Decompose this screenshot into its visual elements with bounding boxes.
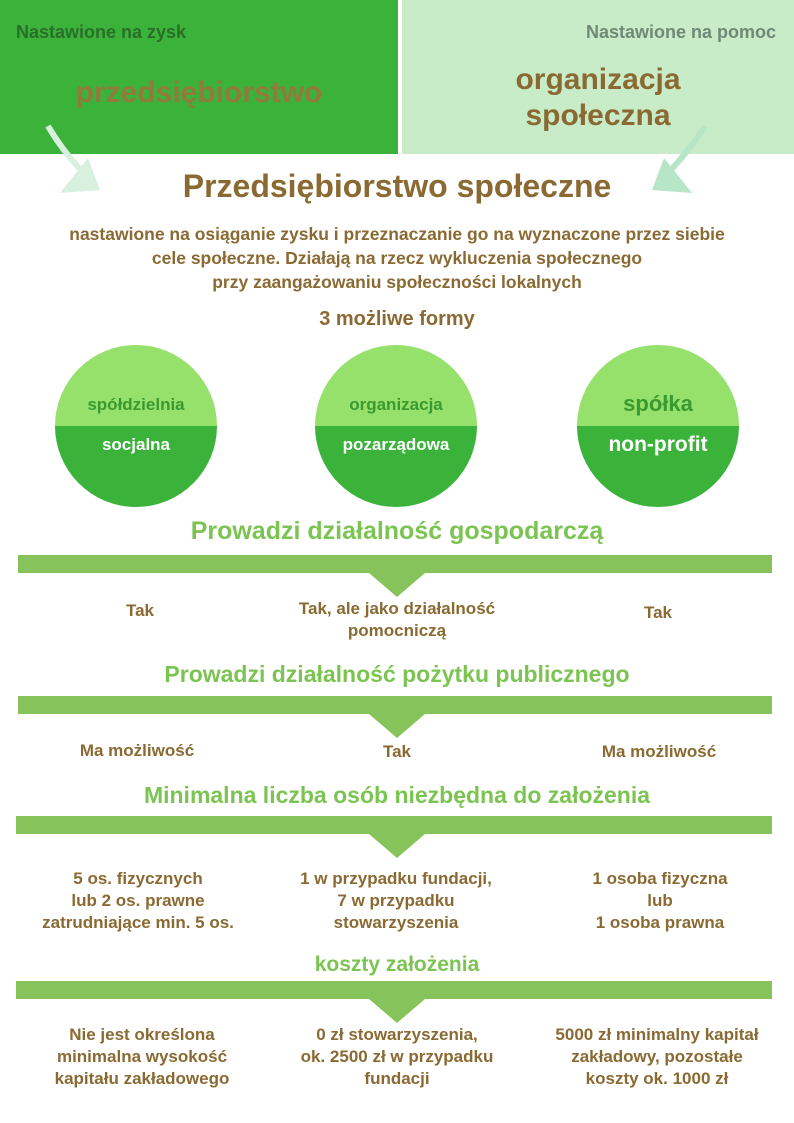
answer-cooperative: Tak — [125, 601, 155, 620]
section-divider-bar — [18, 555, 772, 573]
form-circle-bottom-label: non-profit — [608, 433, 708, 456]
section-divider-arrow — [369, 714, 425, 738]
section-heading-business-activity: Prowadzi działalność gospodarczą — [190, 517, 604, 545]
answer-cooperative: Nie jest określona minimalna wysokość kapitału zakładowego — [54, 1025, 230, 1088]
intro-line-3: przy zaangażowaniu społeczności lokalnych — [212, 272, 582, 292]
section-heading-min-founders: Minimalna liczba osób niezbędna do założenia — [143, 782, 651, 808]
section-divider-bar — [16, 816, 772, 834]
form-circle-top-label: organizacja — [349, 395, 443, 414]
answer-ngo: 0 zł stowarzyszenia, ok. 2500 zł w przypadku fundacji — [300, 1025, 494, 1088]
social-organization-line-1: organizacja — [515, 63, 681, 96]
form-circle-bottom-label: pozarządowa — [342, 435, 450, 454]
page-title: Przedsiębiorstwo społeczne — [182, 168, 612, 204]
intro-text — [20, 222, 774, 294]
intro-line-2: cele społeczne. Działają na rzecz wykluczenia społecznego — [151, 248, 643, 268]
form-circle-ngo — [315, 345, 477, 507]
section-heading-costs: koszty założenia — [314, 953, 480, 976]
for-profit-label: Nastawione na zysk — [16, 22, 187, 42]
answer-cooperative: Ma możliwość — [79, 741, 195, 760]
non-profit-label: Nastawione na pomoc — [585, 22, 776, 42]
section-divider-arrow — [369, 834, 425, 858]
form-circle-bottom-label: socjalna — [101, 435, 171, 454]
answer-company: Tak — [643, 603, 673, 622]
enterprise-title: przedsiębiorstwo — [75, 76, 323, 109]
answer-company: Ma możliwość — [601, 742, 717, 761]
answer-company: 1 osoba fizyczna lub 1 osoba prawna — [592, 869, 728, 932]
form-circle-cooperative — [55, 345, 217, 507]
answer-company: 5000 zł minimalny kapitał zakładowy, pozostałe koszty ok. 1000 zł — [555, 1025, 759, 1088]
answer-cooperative: 5 os. fizycznych lub 2 os. prawne zatrudniające min. 5 os. — [42, 869, 234, 932]
social-organization-line-2: społeczna — [525, 99, 671, 132]
answer-ngo: 1 w przypadku fundacji, 7 w przypadku stowarzyszenia — [300, 869, 492, 932]
answer-ngo: Tak, ale jako działalność pomocniczą — [298, 599, 496, 640]
section-divider-bar — [18, 696, 772, 714]
intro-line-1: nastawione na osiąganie zysku i przeznaczanie go na wyznaczone przez siebie — [69, 224, 725, 244]
section-divider-arrow — [369, 999, 425, 1023]
form-circle-top-label: spółdzielnia — [87, 395, 185, 414]
section-divider-bar — [16, 981, 772, 999]
section-divider-arrow — [369, 573, 425, 597]
form-circle-nonprofit-company — [577, 345, 739, 507]
form-circle-top-label: spółka — [623, 391, 693, 416]
answer-ngo: Tak — [382, 742, 412, 761]
forms-heading: 3 możliwe formy — [319, 308, 475, 330]
section-heading-public-benefit: Prowadzi działalność pożytku publicznego — [164, 661, 630, 687]
